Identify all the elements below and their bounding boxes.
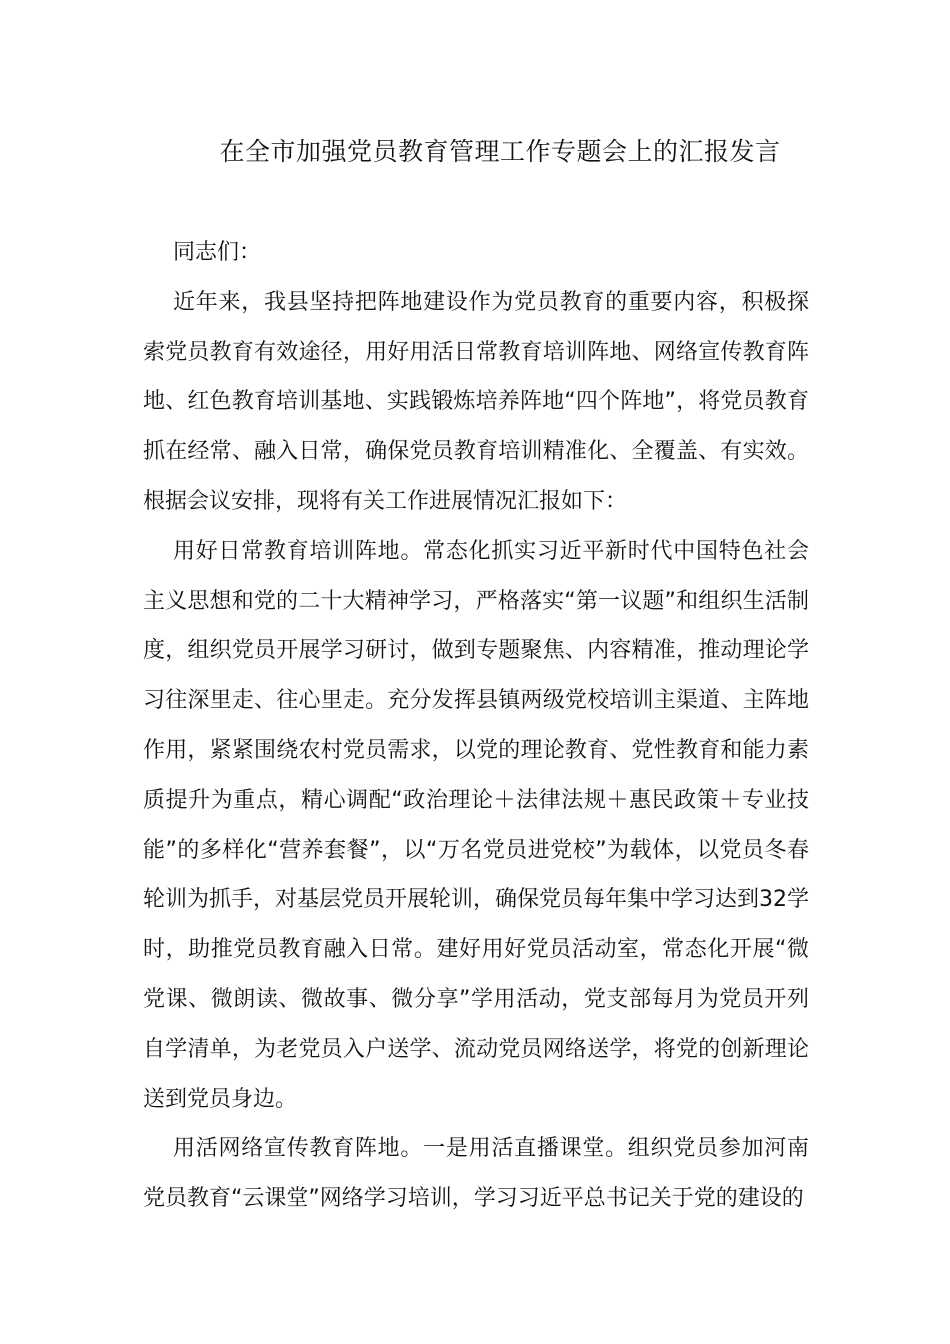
paragraph: 用活网络宣传教育阵地。一是用活直播课堂。组织党员参加河南党员教育“云课堂”网络学习培训，学习习近平总书记关于党的建设的 — [143, 1136, 809, 1212]
paragraph: 近年来，我县坚持把阵地建设作为党员教育的重要内容，积极探索党员教育有效途径，用好用活日常教育培训阵地、网络宣传教育阵地、红色教育培训基地、实践锻炼培养阵地“四个阵地”，将党员教育抓在经常、融入日常，确保党员教育培训精准化、全覆盖、有实效。根据会议安排，现将有关工作进展情况汇报如下： — [143, 289, 809, 514]
document-title: 在全市加强党员教育管理工作专题会上的汇报发言 — [219, 137, 781, 166]
paragraph: 用好日常教育培训阵地。常态化抓实习近平新时代中国特色社会主义思想和党的二十大精神学习，严格落实“第一议题”和组织生活制度，组织党员开展学习研讨，做到专题聚焦、内容精准，推动理论学习往深里走、往心里走。充分发挥县镇两级党校培训主渠道、主阵地作用，紧紧围绕农村党员需求，以党的理论教育、党性教育和能力素质提升为重点，精心调配“政治理论＋法律法规＋惠民政策＋专业技能”的多样化“营养套餐”，以“万名党员进党校”为载体，以党员冬春轮训为抓手，对基层党员开展轮训，确保党员每年集中学习达到32学时，助推党员教育融入日常。建好用好党员活动室，常态化开展“微党课、微朗读、微故事、微分享”学用活动，党支部每月为党员开列自学清单，为老党员入户送学、流动党员网络送学，将党的创新理论送到党员身边。 — [143, 538, 809, 1112]
document-body — [143, 228, 809, 1224]
salutation: 同志们： — [173, 240, 262, 265]
